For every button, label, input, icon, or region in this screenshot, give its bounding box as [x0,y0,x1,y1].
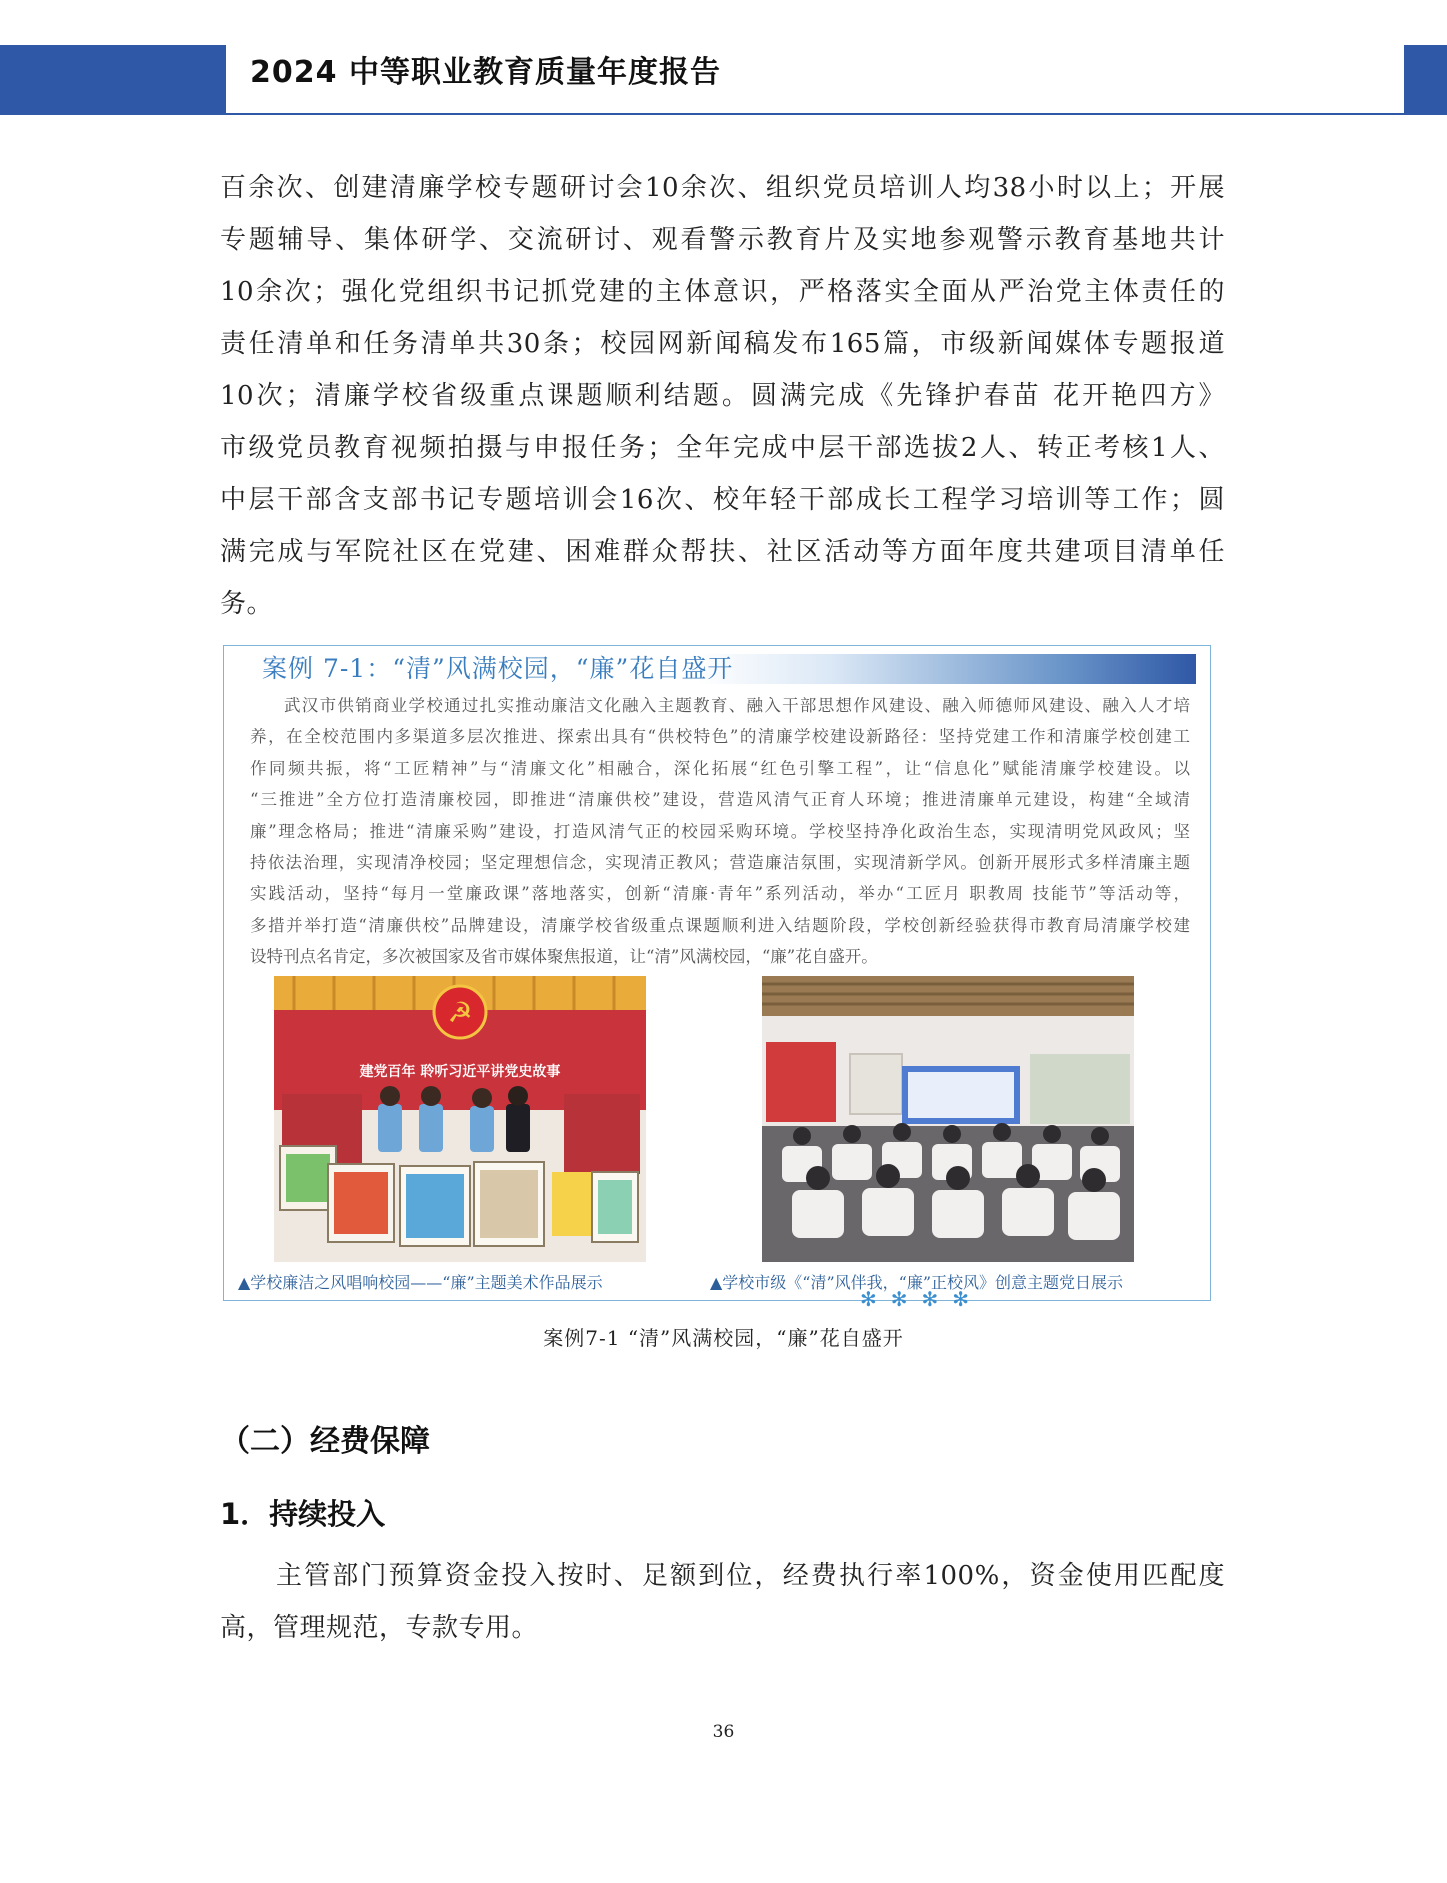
case-line: 作同频共振，将“工匠精神”与“清廉文化”相融合，深化拓展“红色引擎工程”，让“信息化”赋能清廉学校建设。以 [250,758,1190,778]
right-photo-caption: ▲学校市级《“清”风伴我，“廉”正校风》创意主题党日展示 [710,1273,1124,1292]
case-line: 设特刊点名肯定，多次被国家及省市媒体聚焦报道，让“清”风满校园，“廉”花自盛开。 [250,947,878,967]
paragraph-line: 百余次、创建清廉学校专题研讨会10余次、组织党员培训人均38小时以上；开展 [220,173,1225,203]
funding-paragraph [220,1550,1225,1654]
header-right-block [1404,45,1447,115]
body-paragraph [220,162,1225,630]
case-study-box [223,645,1211,1311]
case-figure-caption: 案例7-1 “清”风满校园，“廉”花自盛开 [543,1326,904,1350]
case-body-text [250,690,1190,973]
paragraph-line: 满完成与军院社区在党建、困难群众帮扶、社区活动等方面年度共建项目清单任 [220,537,1225,567]
svg-text:☭: ☭ [447,996,473,1029]
paragraph-line: 责任清单和任务清单共30条；校园网新闻稿发布165篇，市级新闻媒体专题报道 [220,329,1225,359]
case-line: 多措并举打造“清廉供校”品牌建设，清廉学校省级重点课题顺利进入结题阶段，学校创新经验获得市教育局清廉学校建 [250,915,1190,935]
exhibition-banner-text: 建党百年 聆听习近平讲党史故事 [359,1064,561,1080]
left-photo-caption: ▲学校廉洁之风唱响校园——“廉”主题美术作品展示 [238,1273,603,1292]
paragraph-line: 市级党员教育视频拍摄与申报任务；全年完成中层干部选拔2人、转正考核1人、 [220,433,1225,463]
case-line: 养，在全校范围内多渠道多层次推进、探索出具有“供校特色”的清廉学校建设新路径：坚持党建工作和清廉学校创建工 [250,727,1190,747]
paragraph-line: 中层干部含支部书记专题培训会16次、校年轻干部成长工程学习培训等工作；圆 [220,485,1225,515]
section-heading: （二）经费保障 [220,1424,430,1459]
header-left-block [0,45,226,115]
sub-heading: 1．持续投入 [220,1497,386,1531]
art-exhibition-illustration [274,976,646,1262]
party-day-illustration [762,976,1134,1262]
party-day-photo [762,976,1134,1262]
paragraph-line: 主管部门预算资金投入按时、足额到位，经费执行率100%，资金使用匹配度 [276,1561,1225,1591]
case-line: 廉”理念格局；推进“清廉采购”建设，打造风清气正的校园采购环境。学校坚持净化政治生态，实现清明党风政风；坚 [250,821,1190,841]
case-title: 案例 7-1：“清”风满校园，“廉”花自盛开 [262,654,734,683]
paragraph-line: 务。 [220,589,274,619]
paragraph-line: 专题辅导、集体研学、交流研讨、观看警示教育片及实地参观警示教育基地共计 [220,225,1225,255]
header-rule [226,113,1404,115]
snowflake-decoration-icon: ✻✻✻✻ [860,1287,984,1311]
case-line: 武汉市供销商业学校通过扎实推动廉洁文化融入主题教育、融入干部思想作风建设、融入师德师风建设、融入人才培 [284,696,1190,715]
case-line: 持依法治理，实现清净校园；坚定理想信念，实现清正教风；营造廉洁氛围，实现清新学风。创新开展形式多样清廉主题 [250,852,1190,872]
paragraph-line: 高，管理规范，专款专用。 [220,1613,539,1643]
case-line: 实践活动，坚持“每月一堂廉政课”落地落实，创新“清廉·青年”系列活动，举办“工匠月 职教周 技能节”等活动等， [250,884,1190,904]
paragraph-line: 10余次；强化党组织书记抓党建的主体意识，严格落实全面从严治党主体责任的 [220,277,1225,307]
page-number: 36 [712,1722,735,1742]
paragraph-line: 10次；清廉学校省级重点课题顺利结题。圆满完成《先锋护春苗 花开艳四方》 [220,381,1225,411]
case-line: “三推进”全方位打造清廉校园，即推进“清廉供校”建设，营造风清气正育人环境；推进清廉单元建设，构建“全域清 [250,790,1190,810]
art-exhibition-photo [274,976,646,1262]
report-title: 2024 中等职业教育质量年度报告 [250,55,721,90]
